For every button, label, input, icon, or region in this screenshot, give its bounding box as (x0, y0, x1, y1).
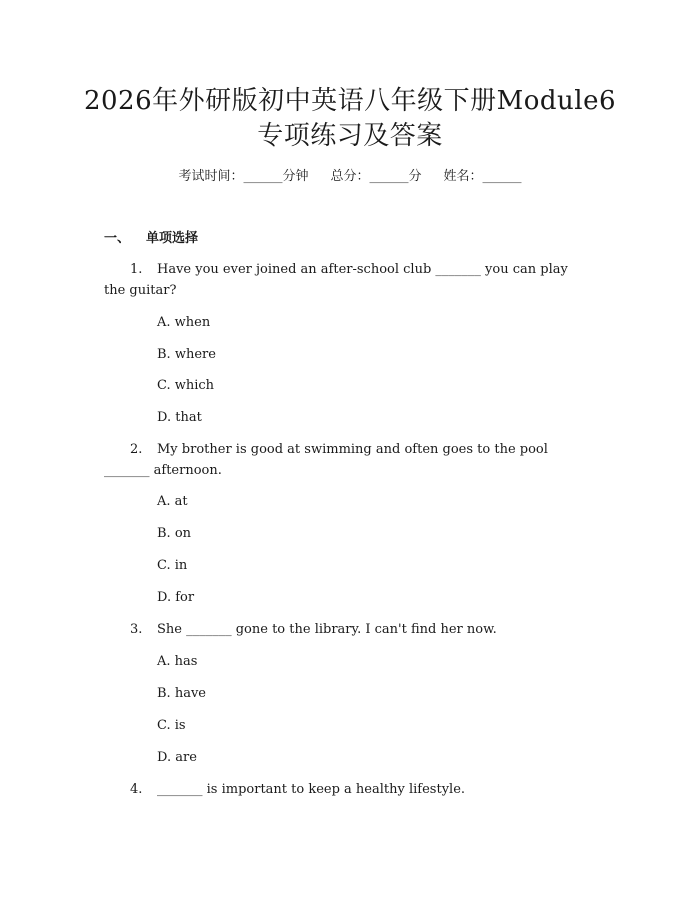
exam-meta (0, 168, 700, 186)
question-4 (104, 779, 594, 800)
question-3-option-d: D. are (157, 750, 197, 765)
question-3-option-a: A. has (157, 654, 198, 669)
question-2 (104, 439, 594, 481)
exam-score: 总分：______分 (330, 169, 422, 184)
question-1-option-d: D. that (157, 410, 202, 425)
question-4-text: _______ is important to keep a healthy lifestyle. (157, 782, 466, 797)
question-3-line-1 (104, 619, 594, 640)
question-2-option-a: A. at (157, 494, 188, 509)
question-2-number: 2. (130, 442, 143, 457)
question-1-line-2: the guitar? (104, 283, 177, 298)
question-2-option-c: C. in (157, 558, 188, 573)
question-4-line-1 (104, 779, 594, 800)
section-number: 一、 (104, 231, 131, 246)
question-3 (104, 619, 594, 640)
question-4-number: 4. (130, 782, 143, 797)
question-1-number: 1. (130, 262, 143, 277)
question-2-line-2: _______ afternoon. (104, 463, 222, 478)
section-heading (104, 230, 198, 248)
section-title: 单项选择 (146, 231, 199, 246)
exam-name: 姓名：______ (443, 169, 522, 184)
question-3-option-c: C. is (157, 718, 186, 733)
question-2-line-1 (104, 439, 594, 460)
question-3-text: She _______ gone to the library. I can't find her now. (157, 622, 497, 637)
question-2-option-d: D. for (157, 590, 195, 605)
question-3-number: 3. (130, 622, 143, 637)
question-1-option-c: C. which (157, 378, 215, 393)
document-title-line-1: 2026年外研版初中英语八年级下册Module6 (83, 86, 617, 116)
question-1-text: Have you ever joined an after-school club _______ you can play (157, 262, 568, 277)
question-2-text: My brother is good at swimming and often goes to the pool (157, 442, 548, 457)
question-1-option-a: A. when (157, 315, 211, 330)
exam-time: 考试时间：______分钟 (178, 169, 309, 184)
question-1-line-1 (104, 259, 594, 280)
question-1-option-b: B. where (157, 347, 216, 362)
question-1 (104, 259, 594, 301)
document-title-line-2: 专项练习及答案 (257, 121, 443, 151)
question-3-option-b: B. have (157, 686, 206, 701)
question-2-option-b: B. on (157, 526, 192, 541)
